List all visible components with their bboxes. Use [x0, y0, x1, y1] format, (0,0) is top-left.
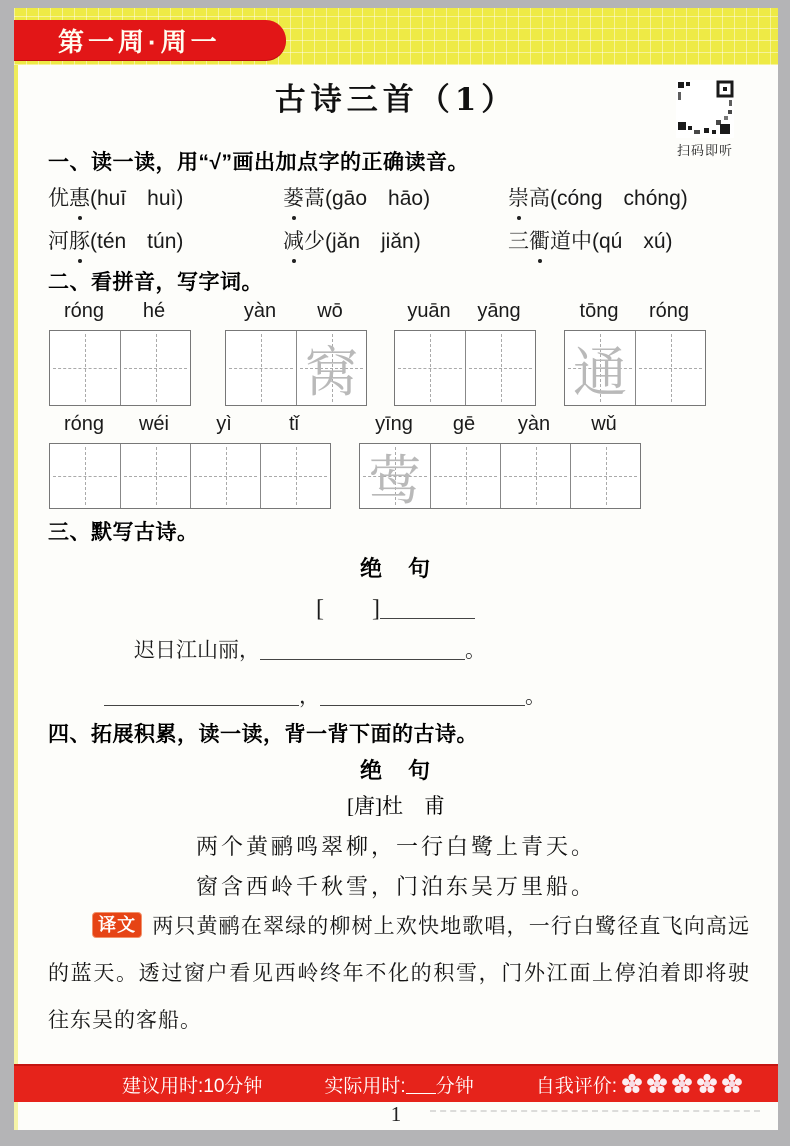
writing-grid-rong-wei-yi-ti: [49, 413, 331, 509]
left-yellow-strip: [14, 65, 18, 1130]
writing-cell[interactable]: [50, 444, 120, 508]
translation-paragraph: [48, 903, 750, 1044]
pronunciation-row-1: [48, 182, 688, 212]
poem-author: [唐]杜 甫: [347, 794, 445, 818]
dictation-line-2: ， 。: [104, 680, 546, 710]
ghost-character: [466, 331, 535, 405]
section3-header: 三、默写古诗。: [48, 521, 199, 544]
self-evaluation: 自我评价:: [536, 1071, 743, 1098]
writing-cell[interactable]: [465, 331, 535, 405]
ghost-character: [636, 331, 705, 405]
pinyin-labels: yīng gē yàn wǔ: [375, 413, 617, 435]
verse-blank[interactable]: [104, 684, 299, 706]
flower-icon: [646, 1073, 668, 1095]
ghost-character: [121, 331, 190, 405]
ghost-character: [226, 331, 296, 405]
word-sanqudaozhong: 三衢道中(qú xú): [508, 225, 673, 255]
suggested-time: 建议用时:10分钟: [122, 1075, 263, 1097]
ghost-character-tong: 通: [573, 342, 627, 403]
writing-cell[interactable]: [360, 444, 430, 511]
flower-icon: [696, 1073, 718, 1095]
pinyin-choices[interactable]: (gāo hāo): [325, 187, 431, 210]
worksheet-page: [14, 8, 778, 1130]
pinyin-choices[interactable]: (cóng chóng): [550, 187, 688, 210]
ghost-character: [50, 331, 120, 405]
qr-block: [672, 80, 738, 159]
ghost-character: [191, 444, 260, 508]
page-title: 古诗三首（1）: [274, 82, 518, 118]
writing-cell[interactable]: [296, 331, 366, 405]
writing-grid-tong-rong: [564, 300, 706, 406]
author-bracket-line: [ ]: [316, 588, 475, 623]
pinyin-choices[interactable]: (huī huì): [90, 187, 184, 210]
pinyin-labels: yuān yāng: [407, 300, 521, 322]
poem-line-1: 两个黄鹂鸣翠柳，一行白鹭上青天。: [195, 834, 596, 859]
footer-bar: [14, 1066, 778, 1102]
flower-icon: [621, 1073, 643, 1095]
word-chonggao: 崇高(cóng chóng): [508, 182, 688, 212]
translation-text: 两只黄鹂在翠绿的柳树上欢快地歌唱，一行白鹭径直飞向高远的蓝天。透过窗户看见西岭终年不化的积雪，门外江面上停泊着即将驶往东吴的客船。: [48, 914, 750, 1032]
writing-cell[interactable]: [570, 444, 640, 508]
writing-grid-rong-he: [49, 300, 191, 406]
poem-line-2: 窗含西岭千秋雪，门泊东吴万里船。: [195, 874, 596, 899]
dictation-line-1: 迟日江山丽， 。: [134, 638, 486, 662]
week-banner-label: 第一周·周一: [58, 26, 221, 57]
word-jianshao: 减少(jǎn jiǎn): [283, 225, 508, 255]
word-hetun: 河豚(tén tún): [48, 225, 283, 255]
writing-cell[interactable]: [500, 444, 570, 508]
actual-time: 实际用时: 分钟: [324, 1075, 474, 1097]
actual-time-blank[interactable]: [406, 1075, 436, 1094]
pinyin-labels: róng wéi yì tǐ: [63, 413, 299, 435]
writing-cell[interactable]: [50, 331, 120, 405]
writing-grid-yan-wo: [225, 300, 367, 406]
rating-flowers[interactable]: [621, 1073, 743, 1095]
ghost-character: [501, 444, 570, 508]
writing-cell[interactable]: [260, 444, 330, 508]
ghost-character: [431, 444, 500, 508]
pinyin-choices[interactable]: (qú xú): [592, 230, 673, 253]
ghost-character-ying: 莺: [368, 450, 422, 511]
writing-cell[interactable]: [226, 331, 296, 405]
qr-code-icon[interactable]: [676, 80, 734, 138]
ghost-character-wo: 窝: [304, 342, 359, 403]
week-banner: [14, 20, 286, 60]
pinyin-labels: róng hé: [63, 300, 166, 322]
writing-cell[interactable]: [190, 444, 260, 508]
author-blank[interactable]: [380, 594, 475, 619]
verse-blank[interactable]: [320, 684, 525, 706]
section1-header: 一、读一读，用“√”画出加点字的正确读音。: [48, 151, 470, 174]
qr-caption: 扫码即听: [676, 143, 733, 158]
writing-cell[interactable]: [120, 444, 190, 508]
page-number: 1: [390, 1102, 402, 1126]
extension-poem-title: 绝 句: [359, 758, 432, 783]
writing-cell[interactable]: [120, 331, 190, 405]
word-youhui: 优惠(huī huì): [48, 182, 283, 212]
section2-header: 二、看拼音，写字词。: [48, 271, 263, 294]
pinyin-choices[interactable]: (tén tún): [90, 230, 184, 253]
writing-cell[interactable]: [430, 444, 500, 508]
writing-grid-ying-ge-yan-wu: [359, 413, 641, 509]
translation-badge: 译文: [92, 912, 142, 938]
flower-icon: [721, 1073, 743, 1095]
writing-grid-yuan-yang: [394, 300, 536, 406]
pinyin-labels: tōng róng: [579, 300, 690, 322]
section4-header: 四、拓展积累，读一读，背一背下面的古诗。: [48, 723, 478, 746]
pronunciation-row-2: [48, 225, 673, 255]
ghost-character: [50, 444, 120, 508]
verse-blank[interactable]: [260, 638, 465, 660]
dictation-poem-title: 绝 句: [359, 556, 432, 581]
ghost-character: [121, 444, 190, 508]
writing-cell[interactable]: [565, 331, 635, 405]
ghost-character: [395, 331, 465, 405]
flower-icon: [671, 1073, 693, 1095]
ghost-character: [261, 444, 330, 508]
word-louhao: 蒌蒿(gāo hāo): [283, 182, 508, 212]
pinyin-choices[interactable]: (jǎn jiǎn): [325, 230, 421, 253]
writing-cell[interactable]: [395, 331, 465, 405]
writing-cell[interactable]: [635, 331, 705, 405]
pinyin-labels: yàn wō: [243, 300, 343, 322]
ghost-character: [571, 444, 640, 508]
